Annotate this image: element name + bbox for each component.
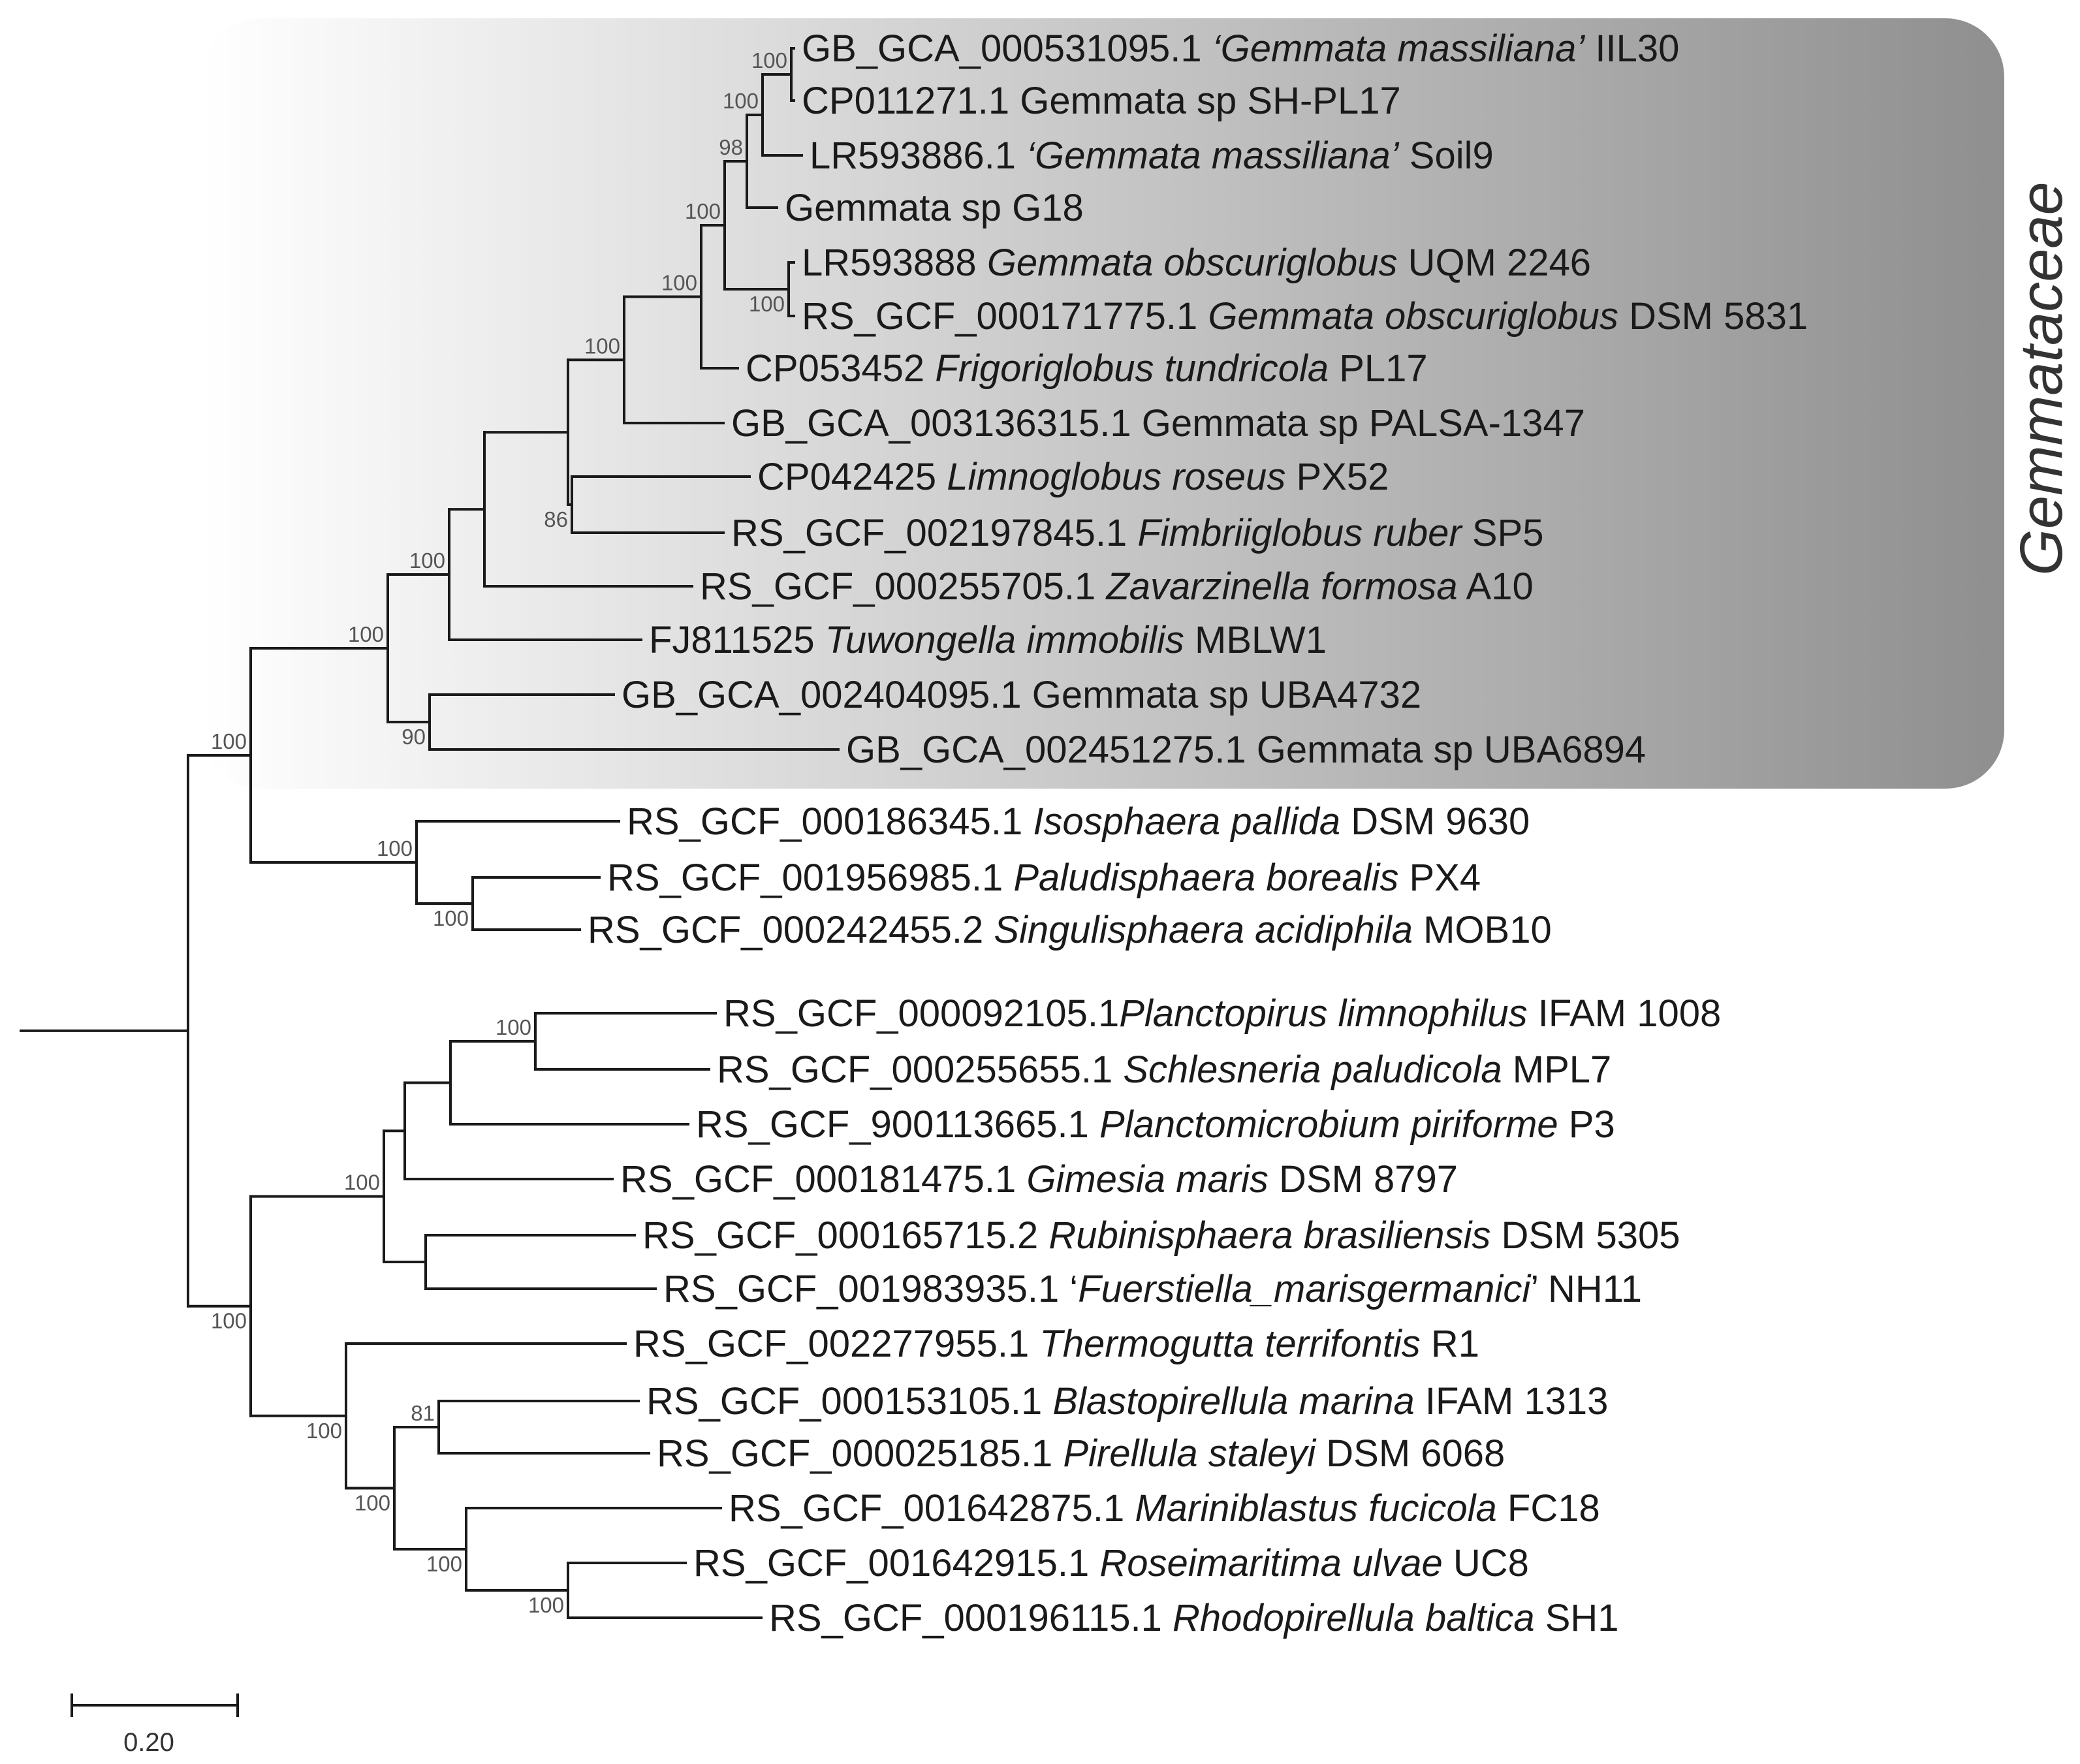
leaf-label-singu: RS_GCF_000242455.2 Singulisphaera acidiphila MOB10 (588, 908, 1552, 951)
support-value-n_pir1: 100 (354, 1490, 390, 1515)
leaf-label-u4732: GB_GCA_002404095.1 Gemmata sp UBA4732 (622, 673, 1422, 716)
clade-label-gemmataceae: Gemmataceae (2008, 181, 2075, 576)
support-value-n_core: 100 (584, 334, 620, 358)
support-value-n_mas3: 100 (722, 89, 759, 113)
support-value-n_rose: 100 (528, 1593, 564, 1617)
leaf-label-gime: RS_GCF_000181475.1 Gimesia maris DSM 8797 (620, 1158, 1458, 1201)
leaf-label-iso: RS_GCF_000186345.1 Isosphaera pallida DSM 9630 (627, 800, 1530, 843)
support-value-n_pla: 100 (343, 1170, 380, 1195)
support-value-n_pal: 100 (432, 906, 469, 930)
support-value-n_pire: 100 (306, 1418, 342, 1443)
support-value-n_mar: 100 (426, 1552, 462, 1576)
support-value-n_g18: 98 (719, 135, 743, 159)
leaf-label-pmic: RS_GCF_900113665.1 Planctomicrobium piriforme P3 (696, 1103, 1615, 1146)
leaf-label-schl: RS_GCF_000255655.1 Schlesneria paludicola MPL7 (717, 1048, 1612, 1091)
leaf-label-frig: CP053452 Frigoriglobus tundricola PL17 (746, 347, 1428, 390)
leaf-label-zava: RS_GCF_000255705.1 Zavarzinella formosa A10 (700, 565, 1534, 608)
leaf-label-gmas2: LR593886.1 ‘Gemmata massiliana’ Soil9 (810, 134, 1494, 177)
support-value-n_mas: 100 (751, 48, 787, 72)
support-value-n_isoph: 100 (210, 729, 247, 754)
leaf-label-limno: CP042425 Limnoglobus roseus PX52 (757, 455, 1389, 498)
support-value-n_iso: 100 (376, 836, 413, 860)
support-value-n_obs: 100 (748, 292, 785, 316)
leaf-label-rose: RS_GCF_001642915.1 Roseimaritima ulvae UC8 (693, 1541, 1529, 1584)
support-value-n_palsa: 100 (661, 270, 697, 295)
leaf-label-gobs2: RS_GCF_000171775.1 Gemmata obscuriglobus DSM 5831 (802, 294, 1808, 338)
support-value-n_limfim: 86 (544, 507, 568, 531)
support-value-n_gemfam: 100 (347, 622, 384, 647)
leaf-label-u6894: GB_GCA_002451275.1 Gemmata sp UBA6894 (846, 728, 1647, 771)
leaf-label-palsa: GB_GCA_003136315.1 Gemmata sp PALSA-1347 (731, 402, 1585, 445)
scale-bar-label: 0.20 (123, 1728, 174, 1757)
scale-bar (72, 1695, 238, 1757)
leaf-label-rhodo: RS_GCF_000196115.1 Rhodopirellula baltica SH1 (769, 1596, 1619, 1639)
leaf-label-tuwo: FJ811525 Tuwongella immobilis MBLW1 (649, 618, 1327, 661)
support-value-n_blast: 81 (411, 1401, 435, 1425)
leaf-label-mari: RS_GCF_001642875.1 Mariniblastus fucicola FC18 (729, 1487, 1600, 1530)
leaf-label-gsh: CP011271.1 Gemmata sp SH-PL17 (802, 79, 1401, 122)
support-value-n_gem: 100 (684, 199, 721, 223)
support-value-n_plan: 100 (210, 1308, 247, 1333)
leaf-label-blast: RS_GCF_000153105.1 Blastopirellula marina IFAM 1313 (646, 1379, 1609, 1423)
support-value-n_tuwo: 100 (409, 548, 445, 573)
leaf-label-gobs1: LR593888 Gemmata obscuriglobus UQM 2246 (802, 241, 1592, 284)
leaf-label-therm: RS_GCF_002277955.1 Thermogutta terrifontis R1 (633, 1322, 1480, 1365)
leaf-label-fuer: RS_GCF_001983935.1 ‘Fuerstiella_marisgermanici’ NH11 (663, 1267, 1643, 1310)
support-value-n_pl1: 100 (495, 1015, 531, 1039)
support-value-n_uba: 90 (402, 725, 426, 749)
leaf-label-palu: RS_GCF_001956985.1 Paludisphaera borealis PX4 (607, 856, 1481, 899)
leaf-label-fimb: RS_GCF_002197845.1 Fimbriiglobus ruber SP5 (731, 511, 1544, 554)
leaf-label-g18: Gemmata sp G18 (785, 186, 1084, 229)
leaf-label-gmas1: GB_GCA_000531095.1 ‘Gemmata massiliana’ IIL30 (802, 27, 1680, 70)
leaf-label-rubi: RS_GCF_000165715.2 Rubinisphaera brasiliensis DSM 5305 (642, 1214, 1680, 1257)
leaf-label-pire: RS_GCF_000025185.1 Pirellula staleyi DSM 6068 (657, 1432, 1505, 1475)
leaf-label-plim: RS_GCF_000092105.1Planctopirus limnophilus IFAM 1008 (723, 992, 1722, 1035)
